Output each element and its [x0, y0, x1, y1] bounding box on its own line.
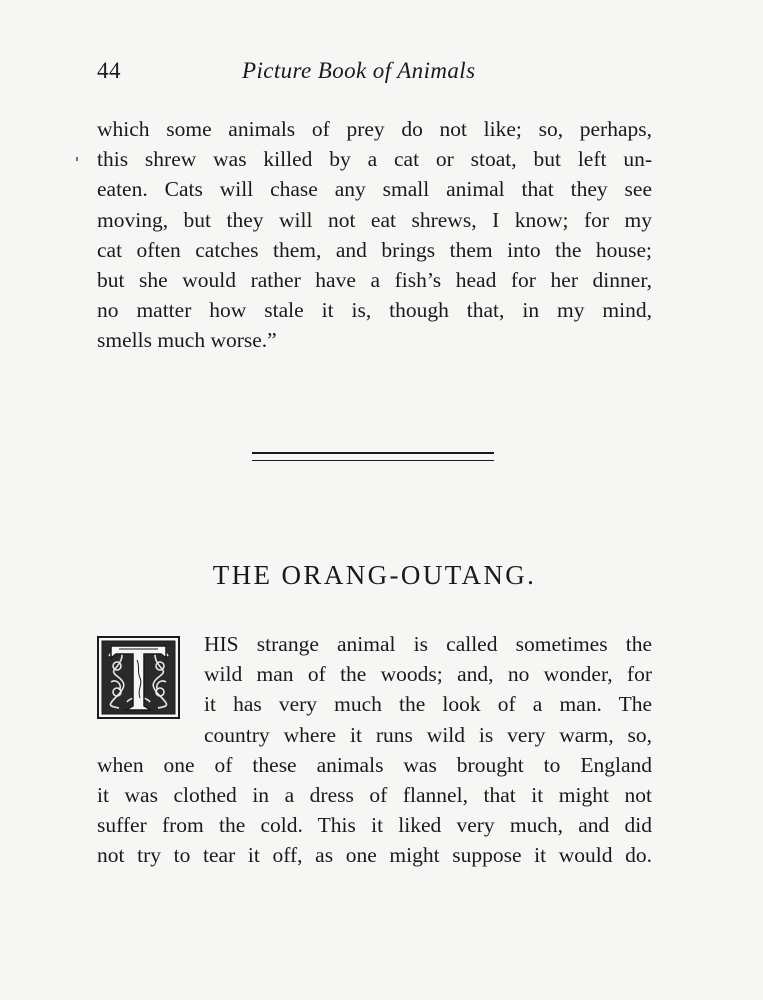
text-line: this shrew was killed by a cat or stoat, but left un-: [97, 147, 652, 172]
page-number: 44: [97, 58, 121, 83]
text-line: smells much worse.”: [97, 328, 277, 353]
text-line: moving, but they will not eat shrews, I know; for my: [97, 207, 652, 232]
text-line: country where it runs wild is very warm, so,: [204, 722, 652, 747]
text-line: suffer from the cold. This it liked very much, and did: [97, 813, 652, 838]
text-line: HIS strange animal is called sometimes the: [204, 632, 652, 656]
text-line: it was clothed in a dress of flannel, that it might not: [97, 782, 652, 807]
text-line: cat often catches them, and brings them into the house;: [97, 237, 652, 262]
section-divider-rule: [252, 452, 494, 461]
running-head: [97, 58, 652, 94]
text-line: wild man of the woods; and, no wonder, for: [204, 662, 652, 687]
text-line: but she would rather have a fish’s head for her dinner,: [97, 267, 652, 292]
book-title: Picture Book of Animals: [242, 58, 476, 83]
margin-mark: [76, 157, 78, 161]
text-line: it has very much the look of a man. The: [204, 692, 652, 717]
text-line: no matter how stale it is, though that, in my mind,: [97, 298, 652, 323]
paragraph-shrew-ending: [97, 114, 652, 356]
paragraph-orang-outang: [97, 629, 652, 871]
text-line: eaten. Cats will chase any small animal that they see: [97, 177, 652, 202]
text-line: when one of these animals was brought to England: [97, 752, 652, 777]
chapter-title: THE ORANG-OUTANG.: [212, 560, 537, 590]
text-line: not try to tear it off, as one might suppose it would do.: [97, 843, 652, 868]
text-line: which some animals of prey do not like; so, perhaps,: [97, 117, 652, 141]
